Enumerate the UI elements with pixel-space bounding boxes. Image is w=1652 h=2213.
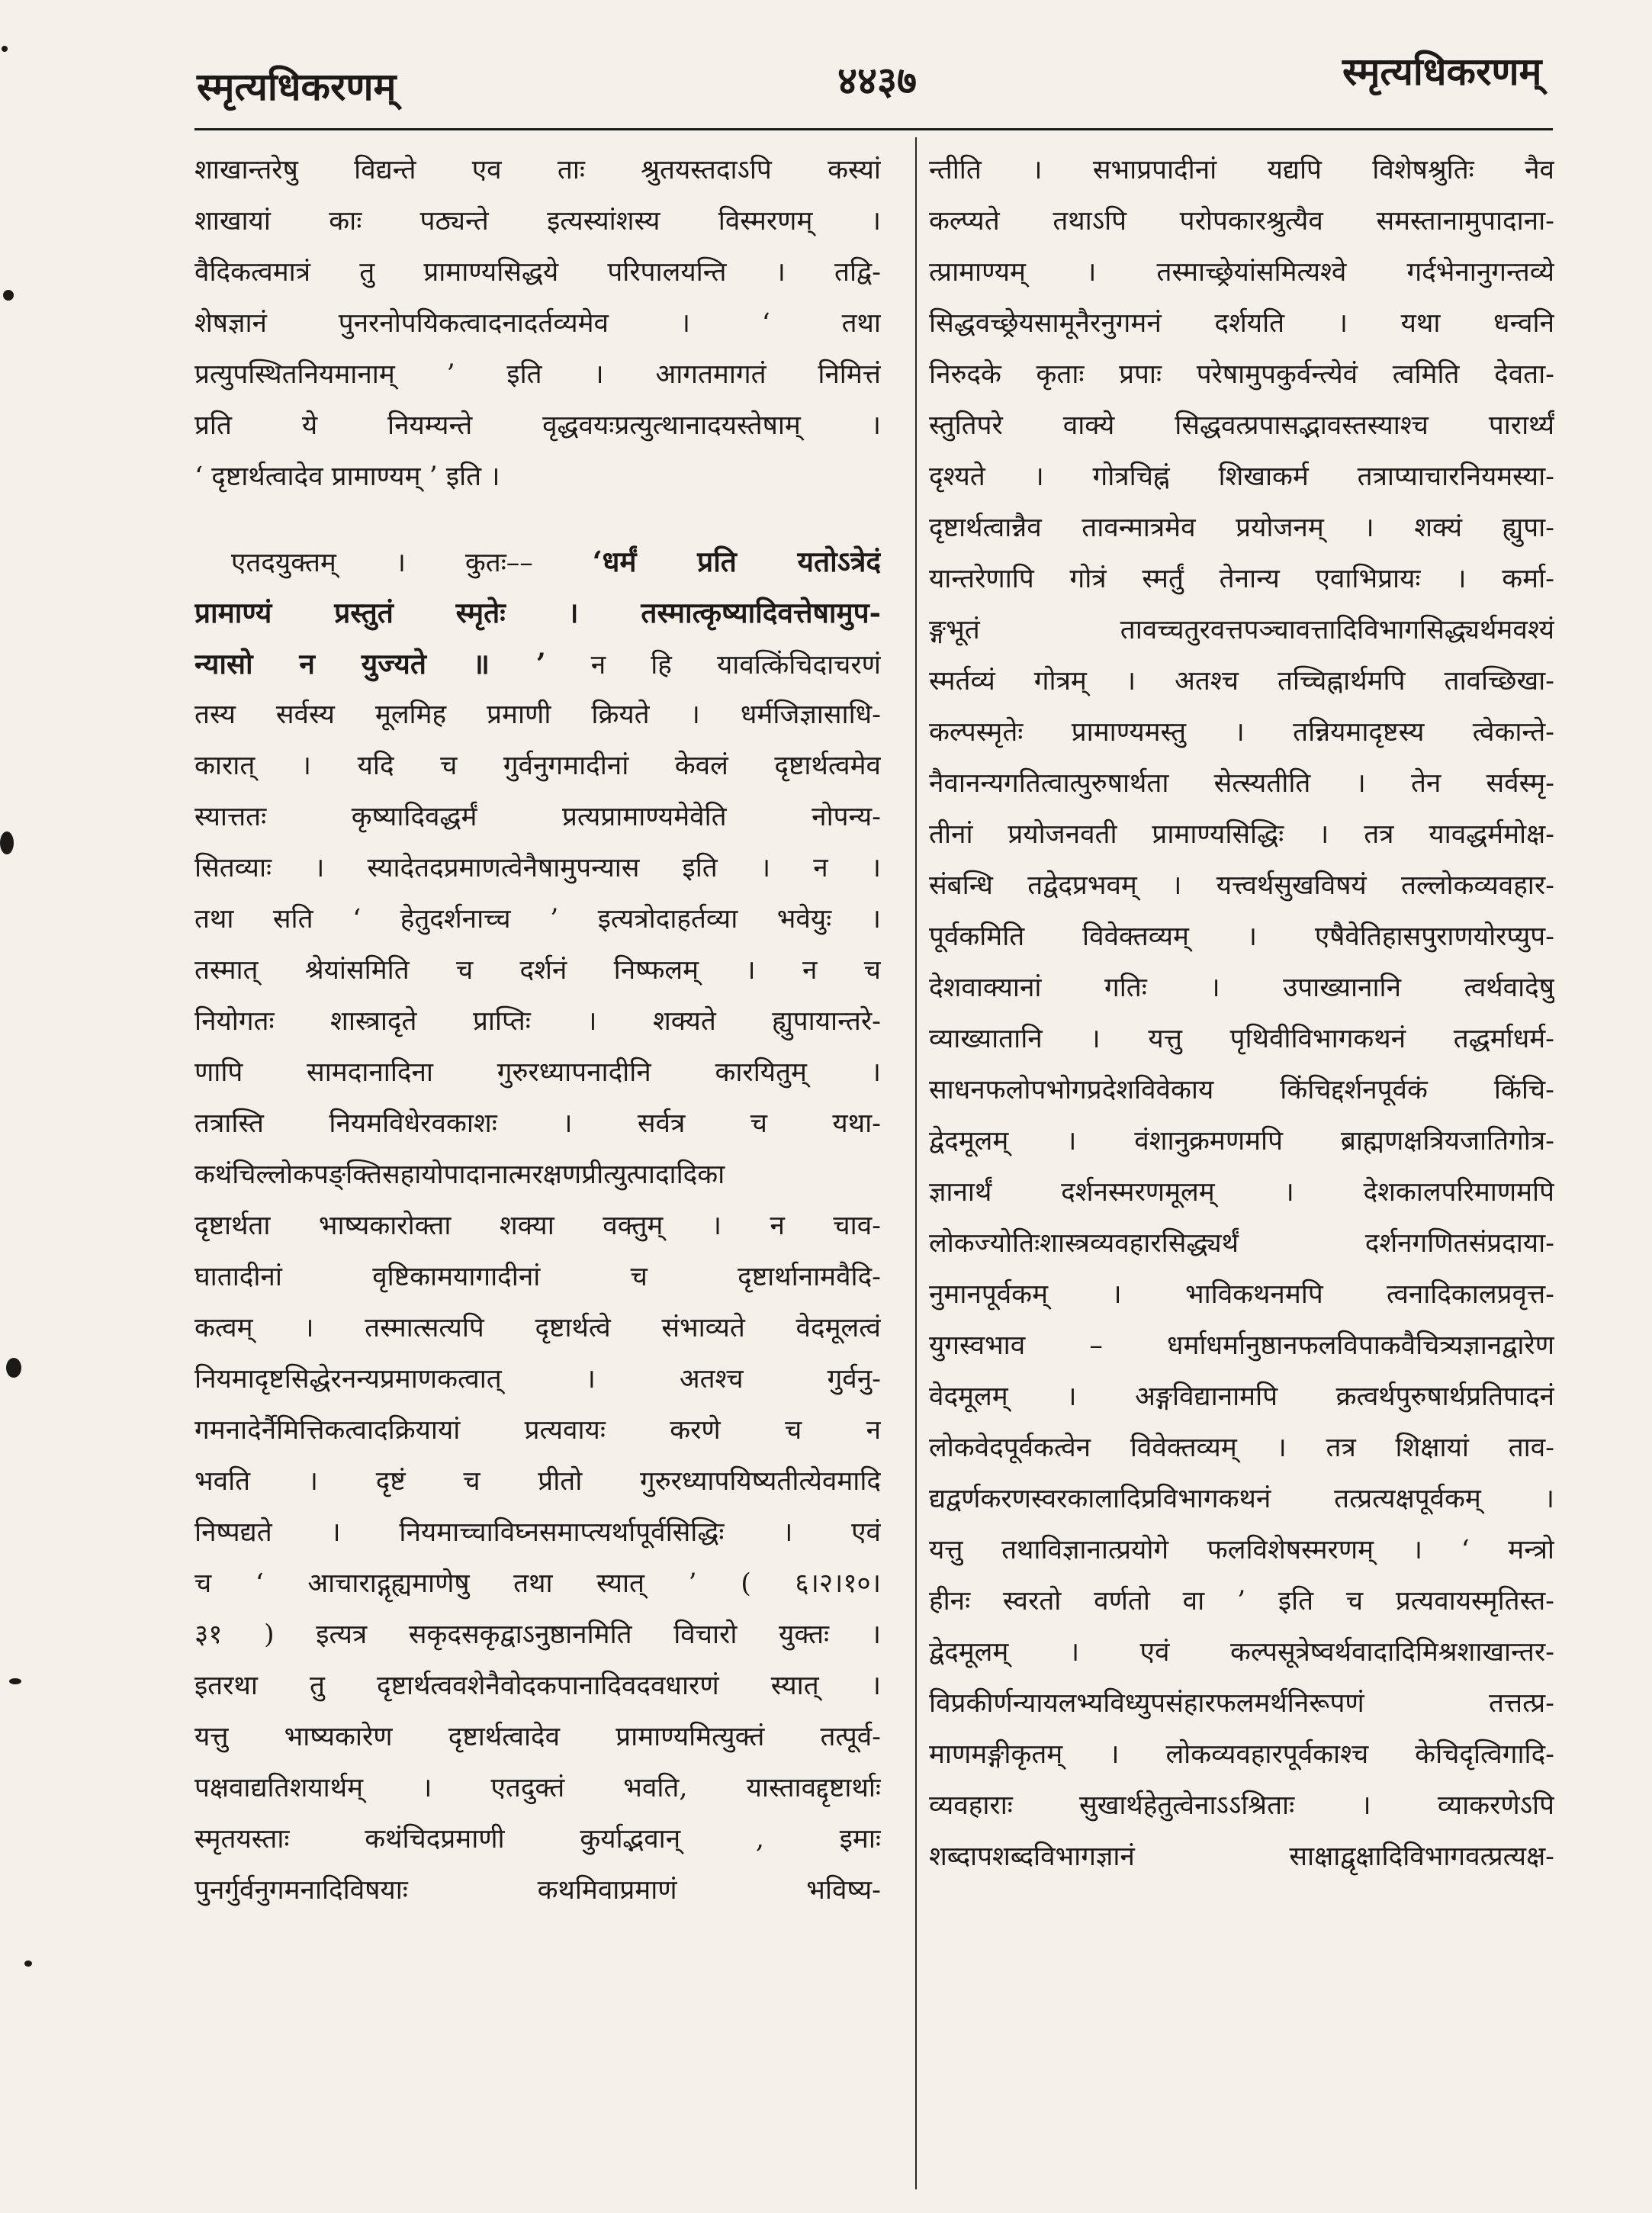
text-line: ज्ञानार्थं दर्शनस्मरणमूलम् । देशकालपरिमाणमपि: [929, 1177, 1554, 1208]
text-line: स्तुतिपरे वाक्ये सिद्धवत्प्रपासद्भावस्तस्याश्च पारार्थ्यं: [929, 410, 1554, 441]
text-line: शेषज्ञानं पुनरनोपयिकत्वादनादर्तव्यमेव । ‘ तथा: [194, 308, 881, 339]
paragraph-gap: [194, 503, 881, 536]
scan-mark: [0, 831, 14, 854]
text-line: लोकज्योतिःशास्त्रव्यवहारसिद्ध्यर्थं दर्शनगणितसंप्रदाया-: [929, 1228, 1554, 1259]
left-column: [194, 145, 881, 2189]
text-line: पुनर्गुर्वनुगमनादिविषयाः कथमिवाप्रमाणं भविष्य-: [194, 1875, 881, 1906]
text-line: यान्तरेणापि गोत्रं स्मर्तुं तेनान्य एवाभिप्रायः । कर्मा-: [929, 564, 1554, 594]
text-line: णापि सामदानादिना गुरुरध्यापनादीनि कारयितुम् ।: [194, 1057, 881, 1088]
text-line: ३१ ) इत्यत्र सकृदसकृद्वाऽनुष्ठानमिति विचारो युक्तः ।: [194, 1620, 881, 1650]
text-run: एतदयुक्तम् । कुतः––: [231, 548, 593, 578]
paragraph-1: [194, 145, 881, 503]
text-line: द्वेदमूलम् । वंशानुक्रमणमपि ब्राह्मणक्षत्रियजातिगोत्र-: [929, 1126, 1554, 1156]
scan-mark: [3, 290, 14, 301]
text-line: तस्य सर्वस्य मूलमिह प्रमाणी क्रियते । धर्मजिज्ञासाधि-: [194, 700, 881, 730]
text-line: च ‘ आचाराद्गृह्यमाणेषु तथा स्यात् ’ ( ६।२।१०।: [194, 1568, 881, 1599]
text-line: गमनादेर्नैमित्तिकत्वादक्रियायां प्रत्यवायः करणे च न: [194, 1415, 881, 1446]
running-title-right: स्मृत्यधिकरणम्: [1342, 49, 1542, 94]
text-line: भवति । दृष्टं च प्रीतो गुरुरध्यापयिष्यतीत्येवमादि: [194, 1466, 881, 1497]
text-line: संबन्धि तद्वेदप्रभवम् । यत्त्वर्थसुखविषयं तल्लोकव्यवहार-: [929, 870, 1554, 901]
text-line: तस्मात् श्रेयांसमिति च दर्शनं निष्फलम् । न च: [194, 955, 881, 986]
text-line: विप्रकीर्णन्यायलभ्यविध्युपसंहारफलमर्थनिरूपणं तत्तत्प्र-: [929, 1688, 1554, 1719]
text-line: लोकवेदपूर्वकत्वेन विवेक्तव्यम् । तत्र शिक्षायां ताव-: [929, 1433, 1554, 1463]
text-line: तथा सति ‘ हेतुदर्शनाच्च ’ इत्यत्रोदाहर्तव्या भवेयुः ।: [194, 904, 881, 934]
running-title-left: स्मृत्यधिकरणम्: [197, 64, 397, 109]
text-line: दृष्टार्थता भाष्यकारोक्ता शक्या वक्तुम् । न चाव-: [194, 1211, 881, 1241]
text-line: निरुदके कृताः प्रपाः परेषामुपकुर्वन्त्येवं त्वमिति देवता-: [929, 359, 1554, 390]
text-line: प्रति ये नियम्यन्ते वृद्धवयःप्रत्युत्थानादयस्तेषाम् ।: [194, 410, 881, 441]
quoted-sutra-line: प्रामाण्यं प्रस्तुतं स्मृतेः । तस्मात्कृष्यादिवत्तेषामुप-: [194, 596, 881, 629]
text-run: न हि यावत्किंचिदाचरणं: [545, 650, 881, 680]
scan-mark: [6, 1358, 21, 1378]
text-line: पक्षवाद्यतिशयार्थम् । एतदुक्तं भवति, यास्तावद्दृष्टार्थाः: [194, 1773, 881, 1803]
scan-mark: [9, 1678, 21, 1684]
text-line: हीनः स्वरतो वर्णतो वा ’ इति च प्रत्यवायस्मृतिस्त-: [929, 1586, 1554, 1616]
text-line: माणमङ्गीकृतम् । लोकव्यवहारपूर्वकाश्च केचिदृत्विगादि-: [929, 1739, 1554, 1770]
text-line: [194, 536, 881, 587]
text-line: नुमानपूर्वकम् । भाविकथनमपि त्वनादिकालप्रवृत्त-: [929, 1279, 1554, 1310]
column-divider: [915, 137, 917, 2189]
text-line: कल्प्यते तथाऽपि परोपकारश्रुत्यैव समस्तानामुपादाना-: [929, 206, 1554, 236]
text-line: प्रत्युपस्थितनियमानाम् ’ इति । आगतमागतं निमित्तं: [194, 359, 881, 390]
text-line: घातादीनां वृष्टिकामयागादीनां च दृष्टार्थानामवैदि-: [194, 1262, 881, 1292]
text-line: द्यद्वर्णकरणस्वरकालादिप्रविभागकथनं तत्प्रत्यक्षपूर्वकम् ।: [929, 1484, 1554, 1514]
text-line: नियमादृष्टसिद्धेरनन्यप्रमाणकत्वात् । अतश्च गुर्वनु-: [194, 1364, 881, 1394]
text-line: न्तीति । सभाप्रपादीनां यद्यपि विशेषश्रुतिः नैव: [929, 155, 1554, 185]
text-line: द्वेदमूलम् । एवं कल्पसूत्रेष्वर्थवादादिमिश्रशाखान्तर-: [929, 1637, 1554, 1668]
text-line: दृश्यते । गोत्रचिह्नं शिखाकर्म तत्राप्याचारनियमस्या-: [929, 462, 1554, 492]
text-line: स्मृतयस्ताः कथंचिदप्रमाणी कुर्याद्भवान् , इमाः: [194, 1824, 881, 1854]
text-line: तीनां प्रयोजनवती प्रामाण्यसिद्धिः । तत्र यावद्धर्ममोक्ष-: [929, 819, 1554, 850]
text-line: शब्दापशब्दविभागज्ञानं साक्षाद्वृक्षादिविभागवत्प्रत्यक्ष-: [929, 1841, 1554, 1872]
text-line: कल्पस्मृतेः प्रामाण्यमस्तु । तन्नियमादृष्टस्य त्वेकान्ते-: [929, 717, 1554, 748]
text-line: साधनफलोपभोगप्रदेशविवेकाय किंचिद्दर्शनपूर्वकं किंचि-: [929, 1075, 1554, 1105]
text-line: तत्रास्ति नियमविधेरवकाशः । सर्वत्र च यथा-: [194, 1108, 881, 1139]
text-line: युगस्वभाव – धर्माधर्मानुष्ठानफलविपाकवैचित्र्यज्ञानद्वारेण: [929, 1330, 1554, 1361]
text-line: त्प्रामाण्यम् । तस्माच्छ्रेयांसमित्यश्वे गर्दभेनानुगन्तव्ये: [929, 257, 1554, 288]
text-line: यत्तु भाष्यकारेण दृष्टार्थत्वादेव प्रामाण्यमित्युक्तं तत्पूर्व-: [194, 1722, 881, 1752]
text-line: स्यात्ततः कृष्यादिवद्धर्मं प्रत्यप्रामाण्यमेवेति नोपन्य-: [194, 802, 881, 832]
text-line: शाखान्तरेषु विद्यन्ते एव ताः श्रुतयस्तदाऽपि कस्यां: [194, 155, 881, 185]
text-line: व्याख्यातानि । यत्तु पृथिवीविभागकथनं तद्धर्माधर्म-: [929, 1024, 1554, 1054]
header-rule: [194, 128, 1553, 130]
text-line: ‘ दृष्टार्थत्वादेव प्रामाण्यम् ’ इति ।: [194, 462, 500, 492]
text-line: शाखायां काः पठ्यन्ते इत्यस्यांशस्य विस्मरणम् ।: [194, 206, 881, 236]
quoted-sutra: ‘धर्मं प्रति यतोऽत्रेदं: [592, 545, 881, 578]
text-line: यत्तु तथाविज्ञानात्प्रयोगे फलविशेषस्मरणम् । ‘ मन्त्रो: [929, 1535, 1554, 1565]
text-line: देशवाक्यानां गतिः । उपाख्यानानि त्वर्थवादेषु: [929, 973, 1554, 1003]
text-line: सितव्याः । स्यादेतदप्रमाणत्वेनैषामुपन्यास इति । न ।: [194, 853, 881, 883]
text-line: निष्पद्यते । नियमाच्चाविघ्नसमाप्त्यर्थापूर्वसिद्धिः । एवं: [194, 1517, 881, 1548]
text-line: इतरथा तु दृष्टार्थत्ववशेनैवोदकपानादिवदवधारणं स्यात् ।: [194, 1671, 881, 1701]
text-line: स्मर्तव्यं गोत्रम् । अतश्च तच्चिह्नार्थमपि तावच्छिखा-: [929, 666, 1554, 696]
scan-mark: [24, 1960, 32, 1967]
text-line: सिद्धवच्छ्रेयसामूनैरनुगमनं दर्शयति । यथा धन्वनि: [929, 308, 1554, 339]
text-line: दृष्टार्थत्वान्नैव तावन्मात्रमेव प्रयोजनम् । शक्यं ह्युपा-: [929, 513, 1554, 543]
text-line: नियोगतः शास्त्रादृते प्राप्तिः । शक्यते ह्युपायान्तरे-: [194, 1006, 881, 1037]
text-line: व्यवहाराः सुखार्थहेतुत्वेनाऽऽश्रिताः । व्याकरणेऽपि: [929, 1790, 1554, 1821]
text-line: [194, 638, 881, 690]
scan-mark: [2, 46, 8, 52]
text-line: वेदमूलम् । अङ्गविद्यानामपि क्रत्वर्थपुरुषार्थप्रतिपादनं: [929, 1382, 1554, 1412]
right-column: [929, 145, 1554, 2189]
page-number: ४४३७: [837, 58, 917, 103]
text-line: पूर्वकमिति विवेक्तव्यम् । एषैवेतिहासपुराणयोरप्युप-: [929, 922, 1554, 952]
page-header: [0, 31, 1652, 114]
text-line: कारात् । यदि च गुर्वनुगमादीनां केवलं दृष्टार्थत्वमेव: [194, 751, 881, 781]
quoted-sutra: न्यासो न युज्यते ॥ ’: [194, 647, 546, 680]
text-line: वैदिकत्वमात्रं तु प्रामाण्यसिद्धये परिपालयन्ति । तद्वि-: [194, 257, 881, 288]
text-line: ङ्गभूतं तावच्चतुरवत्तपञ्चावत्तादिविभागसिद्ध्यर्थमवश्यं: [929, 615, 1554, 645]
text-line: कत्वम् । तस्मात्सत्यपि दृष्टार्थत्वे संभाव्यते वेदमूलत्वं: [194, 1313, 881, 1343]
text-line: नैवानन्यगतित्वात्पुरुषार्थता सेत्स्यतीति । तेन सर्वस्मृ-: [929, 768, 1554, 799]
paragraph-2: [194, 536, 881, 1916]
text-line: कथंचिल्लोकपङ्क्तिसहायोपादानात्मरक्षणप्रीत्युत्पादादिका: [194, 1160, 725, 1190]
